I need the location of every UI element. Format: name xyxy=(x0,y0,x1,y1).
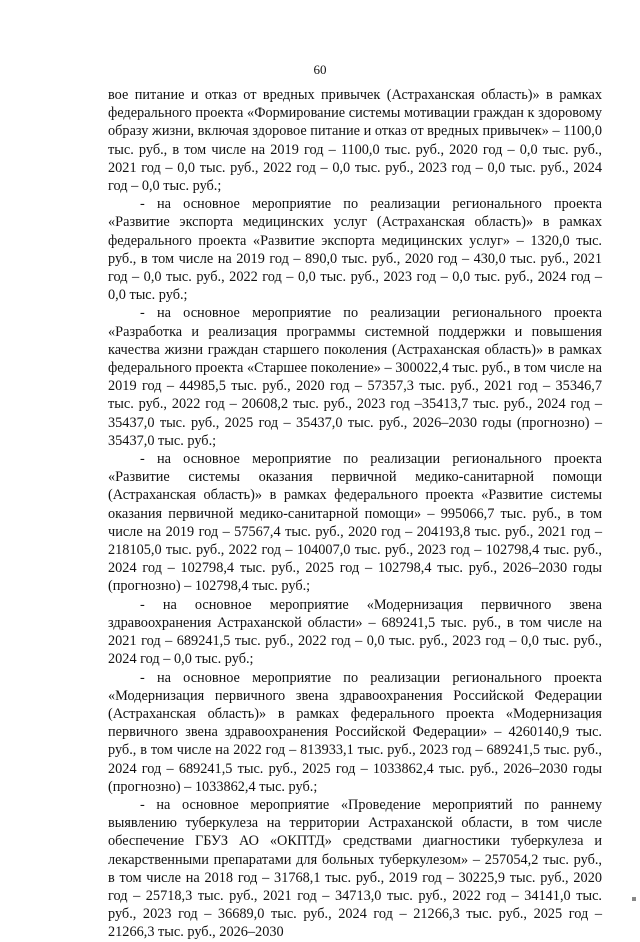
paragraph-tuberculosis: - на основное мероприятие «Проведение мероприятий по раннему выявлению туберкулеза на территории Астраханской области, в том числе обеспечение ГБУЗ АО «ОКПТД» средствами диагностики туберкулеза и лекарственными препаратами для больных туберкулезом» – 257054,2 тыс. руб., в том числе на 2018 год – 31768,1 тыс. руб., 2019 год – 30225,9 тыс. руб., 2020 год – 25718,3 тыс. руб., 2021 год – 34713,0 тыс. руб., 2022 год – 34141,0 тыс. руб., 2023 год – 36689,0 тыс. руб., 2024 год – 21266,3 тыс. руб., 2025 год – 21266,3 тыс. руб., 2026–2030 xyxy=(108,796,602,941)
page-number: 60 xyxy=(313,62,327,77)
paragraph-medical-export: - на основное мероприятие по реализации регионального проекта «Развитие экспорта медицинских услуг (Астраханская область)» в рамках федерального проекта «Развитие экспорта медицинских услуг» – 1320,0 тыс. руб., в том числе на 2019 год – 890,0 тыс. руб., 2020 год – 430,0 тыс. руб., 2021 год – 0,0 тыс. руб., 2022 год – 0,0 тыс. руб., 2023 год – 0,0 тыс. руб., 2024 год – 0,0 тыс. руб.; xyxy=(108,196,602,304)
body-text xyxy=(108,86,602,942)
paragraph-primary-care-development: - на основное мероприятие по реализации регионального проекта «Развитие системы оказания первичной медико-санитарной помощи (Астраханская область)» в рамках федерального проекта «Развитие системы оказания первичной медико-санитарной помощи» – 995066,7 тыс. руб., в том числе на 2019 год – 57567,4 тыс. руб., 2020 год – 204193,8 тыс. руб., 2021 год – 218105,0 тыс. руб., 2022 год – 104007,0 тыс. руб., 2023 год – 102798,4 тыс. руб., 2024 год – 102798,4 тыс. руб., 2025 год – 102798,4 тыс. руб., 2026–2030 годы (прогнозно) – 102798,4 тыс. руб.; xyxy=(108,451,602,595)
paragraph-primary-care-modernization-federal: - на основное мероприятие по реализации регионального проекта «Модернизация первичного звена здравоохранения Российской Федерации (Астраханская область)» в рамках федерального проекта «Модернизация первичного звена здравоохранения Российской Федерации» – 4260140,9 тыс. руб., в том числе на 2022 год – 813933,1 тыс. руб., 2023 год – 689241,5 тыс. руб., 2024 год – 689241,5 тыс. руб., 2025 год – 1033862,4 тыс. руб., 2026–2030 годы (прогнозно) – 1033862,4 тыс. руб.; xyxy=(108,669,602,795)
paragraph-healthy-lifestyle-continued: вое питание и отказ от вредных привычек (Астраханская область)» в рамках федерального проекта «Формирование системы мотивации граждан к здоровому образу жизни, включая здоровое питание и отказ от вредных привычек» – 1100,0 тыс. руб., в том числе на 2019 год – 1100,0 тыс. руб., 2020 год – 0,0 тыс. руб., 2021 год – 0,0 тыс. руб., 2022 год – 0,0 тыс. руб., 2023 год – 0,0 тыс. руб., 2024 год – 0,0 тыс. руб.; xyxy=(108,87,602,195)
scan-mark xyxy=(632,897,636,901)
paragraph-older-generation: - на основное мероприятие по реализации регионального проекта «Разработка и реализация программы системной поддержки и повышения качества жизни граждан старшего поколения (Астраханская область)» в рамках федерального проекта «Старшее поколение» – 300022,4 тыс. руб., в том числе на 2019 год – 44985,5 тыс. руб., 2020 год – 57357,3 тыс. руб., 2021 год – 35346,7 тыс. руб., 2022 год – 20608,2 тыс. руб., 2023 год –35413,7 тыс. руб., 2024 год – 35437,0 тыс. руб., 2025 год – 35437,0 тыс. руб., 2026–2030 годы (прогнозно) – 35437,0 тыс. руб.; xyxy=(108,305,602,449)
paragraph-primary-care-modernization-region: - на основное мероприятие «Модернизация первичного звена здравоохранения Астраханской области» – 689241,5 тыс. руб., в том числе на 2021 год – 689241,5 тыс. руб., 2022 год – 0,0 тыс. руб., 2023 год – 0,0 тыс. руб., 2024 год – 0,0 тыс. руб.; xyxy=(108,596,602,668)
